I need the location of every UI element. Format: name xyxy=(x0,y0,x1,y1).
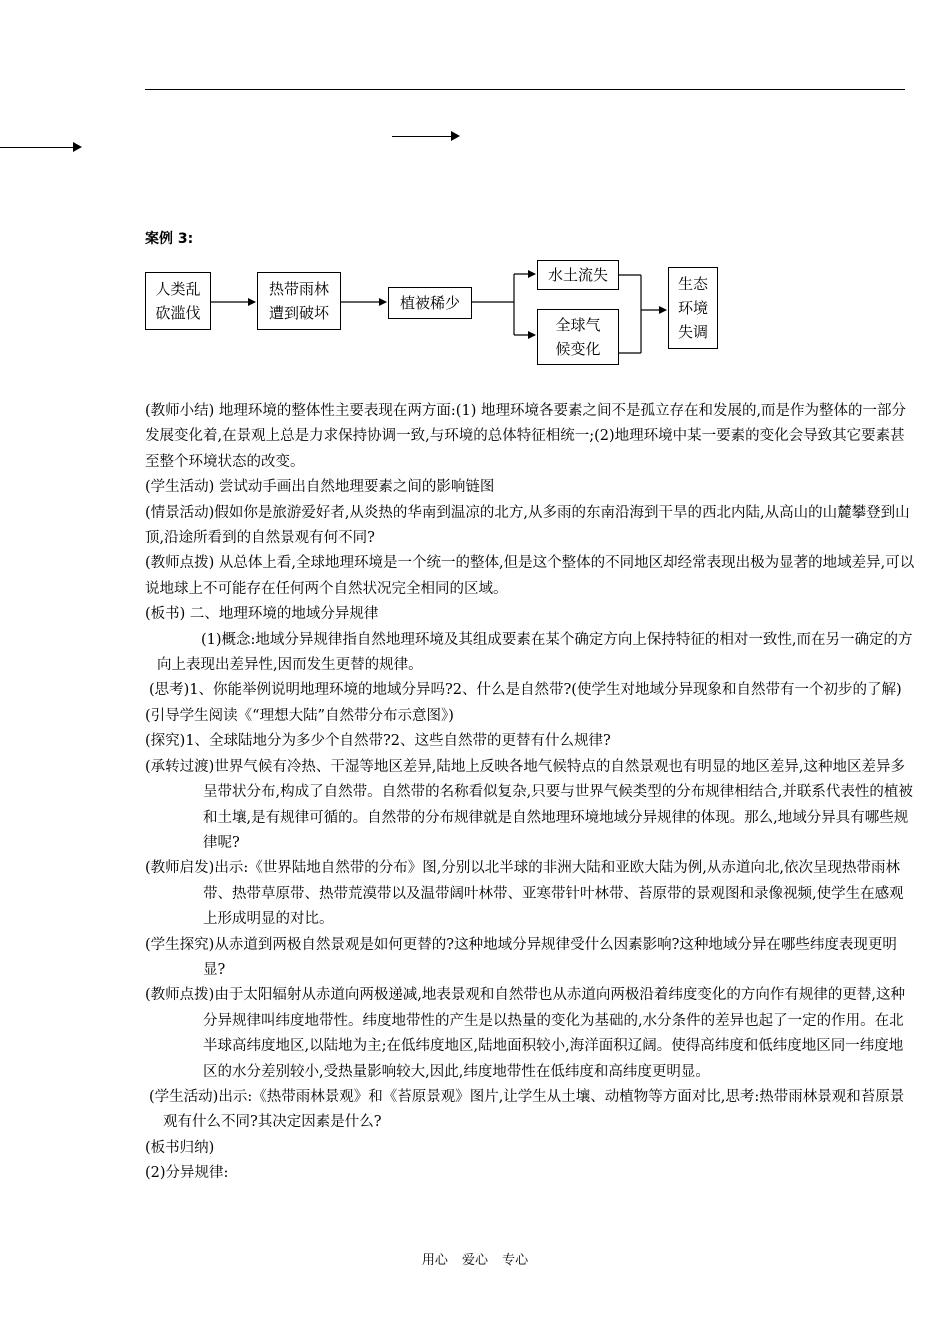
flow-box-line: 失调 xyxy=(677,323,708,341)
paragraph: (引导学生阅读《“理想大陆”自然带分布示意图》) xyxy=(145,707,454,724)
paragraph: (板书归纳) xyxy=(145,1139,215,1156)
flow-connectors xyxy=(0,0,950,400)
paragraph: (思考)1、你能举例说明地理环境的地域分异吗?2、什么是自然带?(使学生对地域分异现象和自然带有一个初步的了解) xyxy=(149,682,902,699)
flow-box-line: 候变化 xyxy=(555,340,601,358)
flow-box-line: 人类乱 xyxy=(155,280,201,298)
paragraph: (1)概念:地域分异规律指自然地理环境及其组成要素在某个确定方向上保持特征的相对一致性,而在另一确定的方向上表现出差异性,因而发生更替的规律。 xyxy=(157,631,913,674)
flow-box-line: 水土流失 xyxy=(547,266,608,284)
flow-box-line: 环境 xyxy=(677,299,708,317)
flow-box-line: 全球气 xyxy=(555,316,601,334)
flow-box-line: 植被稀少 xyxy=(399,294,460,312)
paragraph: (教师点拨) 从总体上看,全球地理环境是一个统一的整体,但是这个整体的不同地区却经常表现出极为显著的地域差异,可以说地球上不可能存在任何两个自然状况完全相同的区域。 xyxy=(145,555,915,597)
paragraph: (板书) 二、地理环境的地域分异规律 xyxy=(145,606,379,623)
paragraph: (学生活动) 尝试动手画出自然地理要素之间的影响链图 xyxy=(145,479,495,496)
paragraph: (探究)1、全球陆地分为多少个自然带?2、这些自然带的更替有什么规律? xyxy=(145,733,611,750)
paragraph: (教师点拨)由于太阳辐射从赤道向两极递减,地表景观和自然带也从赤道向两极沿着纬度变化的方向作有规律的更替,这种分异规律叫纬度地带性。纬度地带性的产生是以热量的变化为基础的,水分条件的差异也起了一定的作用。在北半球高纬度地区,以陆地为主;在低纬度地区,陆地面积较小,海洋面积辽阔。使得高纬度和低纬度地区同一纬度地区的水分差别较小,受热量影响较大,因此,纬度地带性在低纬度和高纬度更明显。 xyxy=(145,987,906,1080)
paragraph: (教师启发)出示:《世界陆地自然带的分布》图,分别以北半球的非洲大陆和亚欧大陆为例,从赤道向北,依次呈现热带雨林带、热带草原带、热带荒漠带以及温带阔叶林带、亚寒带针叶林带、苔原带的景观图和录像视频,使学生在感观上形成明显的对比。 xyxy=(145,860,904,928)
page-footer: 用心 爱心 专心 xyxy=(421,1253,529,1268)
paragraph: (教师小结) 地理环境的整体性主要表现在两方面:(1) 地理环境各要素之间不是孤立存在和发展的,而是作为整体的一部分发展变化着,在景观上总是力求保持协调一致,与环境的总体特征相统一;(2)地理环境中某一要素的变化会导致其它要素甚至整个环境状态的改变。 xyxy=(145,403,907,470)
paragraph: (学生活动)出示:《热带雨林景观》和《苔原景观》图片,让学生从土壤、动植物等方面对比,思考:热带雨林景观和苔原景观有什么不同?其决定因素是什么? xyxy=(149,1088,905,1131)
paragraph: (2)分异规律: xyxy=(145,1165,229,1182)
flow-box-line: 砍滥伐 xyxy=(155,304,201,322)
paragraph: (承转过渡)世界气候有冷热、干湿等地区差异,陆地上反映各地气候特点的自然景观也有明显的地区差异,这种地区差异多呈带状分布,构成了自然带。自然带的名称看似复杂,只要与世界气候类型的分布规律相结合,并联系代表性的植被和土壤,是有规律可循的。自然带的分布规律就是自然地理环境地域分异规律的体现。那么,地域分异具有哪些规律呢? xyxy=(145,758,913,851)
flow-box-line: 热带雨林 xyxy=(268,280,329,298)
flow-box-line: 遭到破坏 xyxy=(268,304,329,322)
paragraph: (学生探究)从赤道到两极自然景观是如何更替的?这种地域分异规律受什么因素影响?这种地域分异在哪些纬度表现更明显? xyxy=(145,936,897,978)
flow-box-line: 生态 xyxy=(677,275,708,293)
paragraph: (情景活动)假如你是旅游爱好者,从炎热的华南到温凉的北方,从多雨的东南沿海到干旱的西北内陆,从高山的山麓攀登到山顶,沿途所看到的自然景观有何不同? xyxy=(145,504,910,547)
case-label: 案例 3: xyxy=(145,231,194,247)
body-text xyxy=(145,399,917,1187)
